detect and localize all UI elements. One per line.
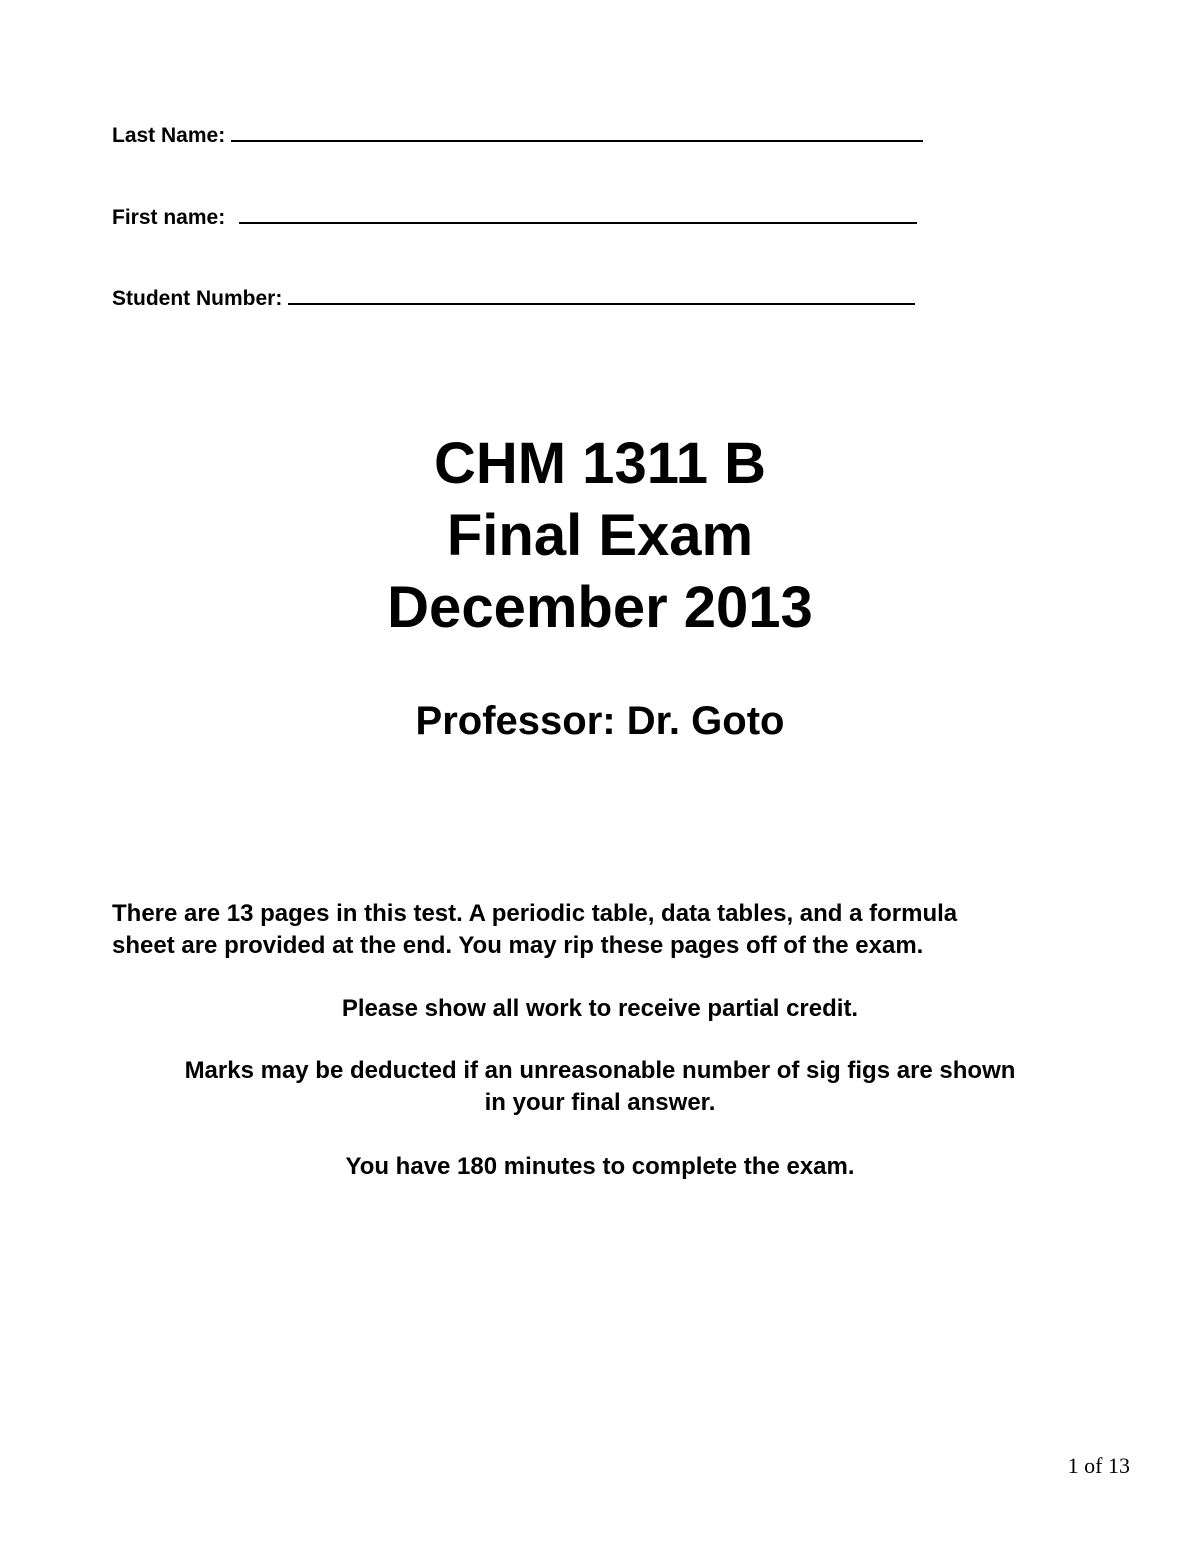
- time-limit-note: You have 180 minutes to complete the exam.: [345, 1153, 855, 1180]
- course-code: CHM 1311 B: [433, 431, 767, 496]
- first-name-field: [112, 206, 917, 230]
- exam-date: December 2013: [387, 575, 813, 640]
- last-name-label: Last Name:: [112, 124, 226, 147]
- student-number-field: [112, 287, 915, 311]
- first-name-blank[interactable]: [239, 206, 917, 224]
- intro-instructions: [112, 898, 1102, 962]
- intro-line-1: There are 13 pages in this test. A periodic table, data tables, and a formula: [112, 900, 958, 927]
- page-number: 1 of 13: [1067, 1453, 1130, 1478]
- last-name-field: [112, 124, 923, 148]
- exam-title: [0, 428, 1200, 644]
- professor-name: Professor: Dr. Goto: [415, 699, 785, 743]
- sig-figs-line-1: Marks may be deducted if an unreasonable number of sig figs are shown: [184, 1057, 1016, 1084]
- sig-figs-note: [100, 1055, 1100, 1119]
- student-number-label: Student Number:: [112, 287, 283, 310]
- sig-figs-line-2: in your final answer.: [484, 1089, 716, 1116]
- exam-name: Final Exam: [446, 503, 754, 568]
- last-name-blank[interactable]: [231, 124, 923, 142]
- first-name-label: First name:: [112, 206, 226, 229]
- student-number-blank[interactable]: [288, 287, 915, 305]
- partial-credit-note: Please show all work to receive partial credit.: [341, 995, 859, 1022]
- intro-line-2: sheet are provided at the end. You may rip these pages off of the exam.: [112, 932, 924, 959]
